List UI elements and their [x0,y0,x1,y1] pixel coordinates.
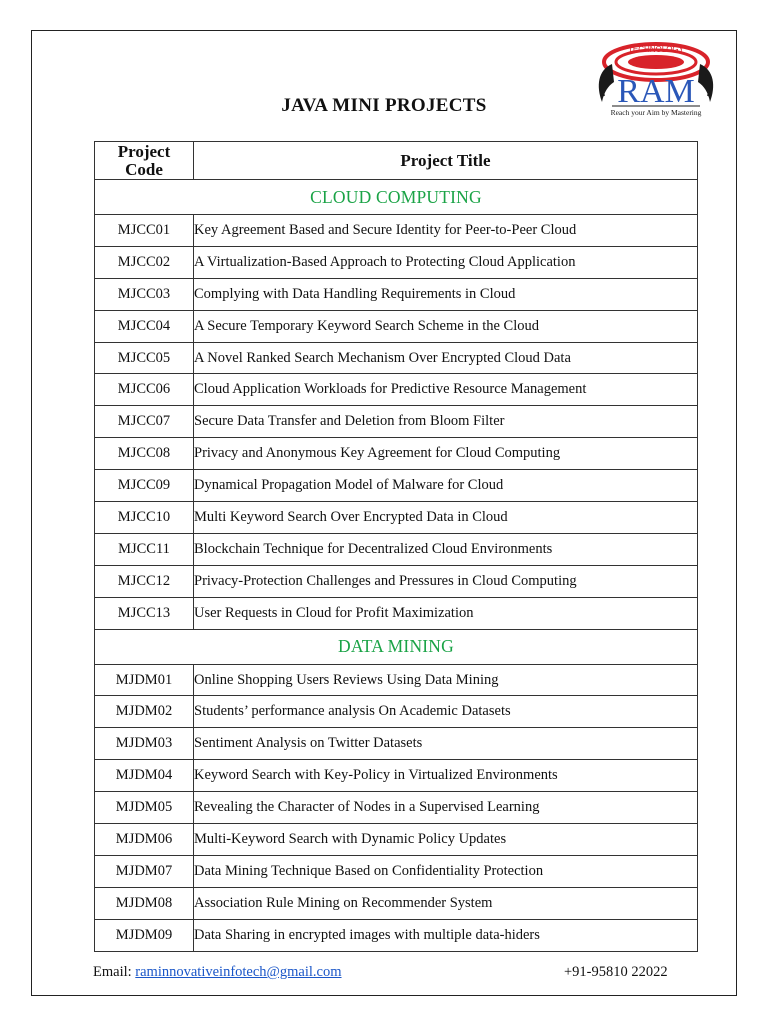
header-code-label: Project Code [117,141,171,179]
project-code-cell: MJDM02 [95,696,194,728]
table-row [95,470,698,502]
table-row [95,502,698,534]
table-header-row [95,142,698,180]
table-row [95,760,698,792]
project-title-cell: Key Agreement Based and Secure Identity for Peer-to-Peer Cloud [194,215,698,247]
logo-tagline: Reach your Aim by Mastering [610,108,702,117]
table-row [95,887,698,919]
table-row [95,310,698,342]
project-code-cell: MJCC03 [95,278,194,310]
header-project-code [95,142,194,180]
project-code-cell: MJCC07 [95,406,194,438]
table-row [95,438,698,470]
project-title-cell: A Novel Ranked Search Mechanism Over Encrypted Cloud Data [194,342,698,374]
project-title-cell: User Requests in Cloud for Profit Maximization [194,597,698,629]
project-title-cell: Privacy and Anonymous Key Agreement for Cloud Computing [194,438,698,470]
section-heading-row [95,180,698,215]
project-title-cell: Cloud Application Workloads for Predictive Resource Management [194,374,698,406]
project-title-cell: Revealing the Character of Nodes in a Supervised Learning [194,792,698,824]
table-row [95,215,698,247]
project-title-cell: Dynamical Propagation Model of Malware for Cloud [194,470,698,502]
project-title-cell: Privacy-Protection Challenges and Pressures in Cloud Computing [194,565,698,597]
email-link[interactable]: raminnovativeinfotech@gmail.com [135,964,342,980]
project-code-cell: MJCC13 [95,597,194,629]
table-row [95,792,698,824]
project-title-cell: Complying with Data Handling Requirements in Cloud [194,278,698,310]
project-title-cell: Keyword Search with Key-Policy in Virtualized Environments [194,760,698,792]
table-body [95,180,698,952]
document-title: JAVA MINI PROJECTS [281,95,487,116]
project-code-cell: MJCC02 [95,246,194,278]
project-title-cell: Data Sharing in encrypted images with multiple data-hiders [194,919,698,951]
footer-phone: +91-95810 22022 [564,964,668,980]
project-title-cell: Data Mining Technique Based on Confidentiality Protection [194,855,698,887]
project-code-cell: MJCC06 [95,374,194,406]
project-code-cell: MJDM08 [95,887,194,919]
table-row [95,824,698,856]
project-title-cell: Association Rule Mining on Recommender System [194,887,698,919]
section-heading: CLOUD COMPUTING [95,180,698,215]
table-row [95,664,698,696]
project-code-cell: MJCC11 [95,533,194,565]
table-row [95,278,698,310]
project-title-cell: Blockchain Technique for Decentralized Cloud Environments [194,533,698,565]
project-code-cell: MJCC12 [95,565,194,597]
project-title-cell: Students’ performance analysis On Academic Datasets [194,696,698,728]
project-code-cell: MJDM01 [95,664,194,696]
table-row [95,728,698,760]
project-code-cell: MJCC09 [95,470,194,502]
header-project-title: Project Title [194,142,698,180]
logo-ring-text: TECHNOLOGY [627,45,685,54]
table-row [95,406,698,438]
project-title-cell: A Virtualization-Based Approach to Protecting Cloud Application [194,246,698,278]
table-row [95,565,698,597]
project-title-cell: Secure Data Transfer and Deletion from Bloom Filter [194,406,698,438]
table-row [95,342,698,374]
project-code-cell: MJDM05 [95,792,194,824]
project-code-cell: MJDM09 [95,919,194,951]
table-row [95,855,698,887]
table-row [95,533,698,565]
logo-brand-text: RAM [617,73,695,110]
section-heading-row [95,629,698,664]
project-code-cell: MJDM07 [95,855,194,887]
project-title-cell: A Secure Temporary Keyword Search Scheme in the Cloud [194,310,698,342]
projects-table [94,141,698,952]
project-code-cell: MJCC08 [95,438,194,470]
project-code-cell: MJCC04 [95,310,194,342]
project-title-cell: Multi Keyword Search Over Encrypted Data in Cloud [194,502,698,534]
project-code-cell: MJDM03 [95,728,194,760]
project-title-cell: Online Shopping Users Reviews Using Data Mining [194,664,698,696]
table-row [95,919,698,951]
project-code-cell: MJCC10 [95,502,194,534]
email-label: Email: [93,964,132,980]
project-code-cell: MJDM06 [95,824,194,856]
table-row [95,246,698,278]
project-code-cell: MJCC05 [95,342,194,374]
project-title-cell: Multi-Keyword Search with Dynamic Policy Updates [194,824,698,856]
table-row [95,374,698,406]
project-code-cell: MJDM04 [95,760,194,792]
section-heading: DATA MINING [95,629,698,664]
footer-email [93,964,342,981]
project-code-cell: MJCC01 [95,215,194,247]
project-title-cell: Sentiment Analysis on Twitter Datasets [194,728,698,760]
table-row [95,696,698,728]
table-row [95,597,698,629]
